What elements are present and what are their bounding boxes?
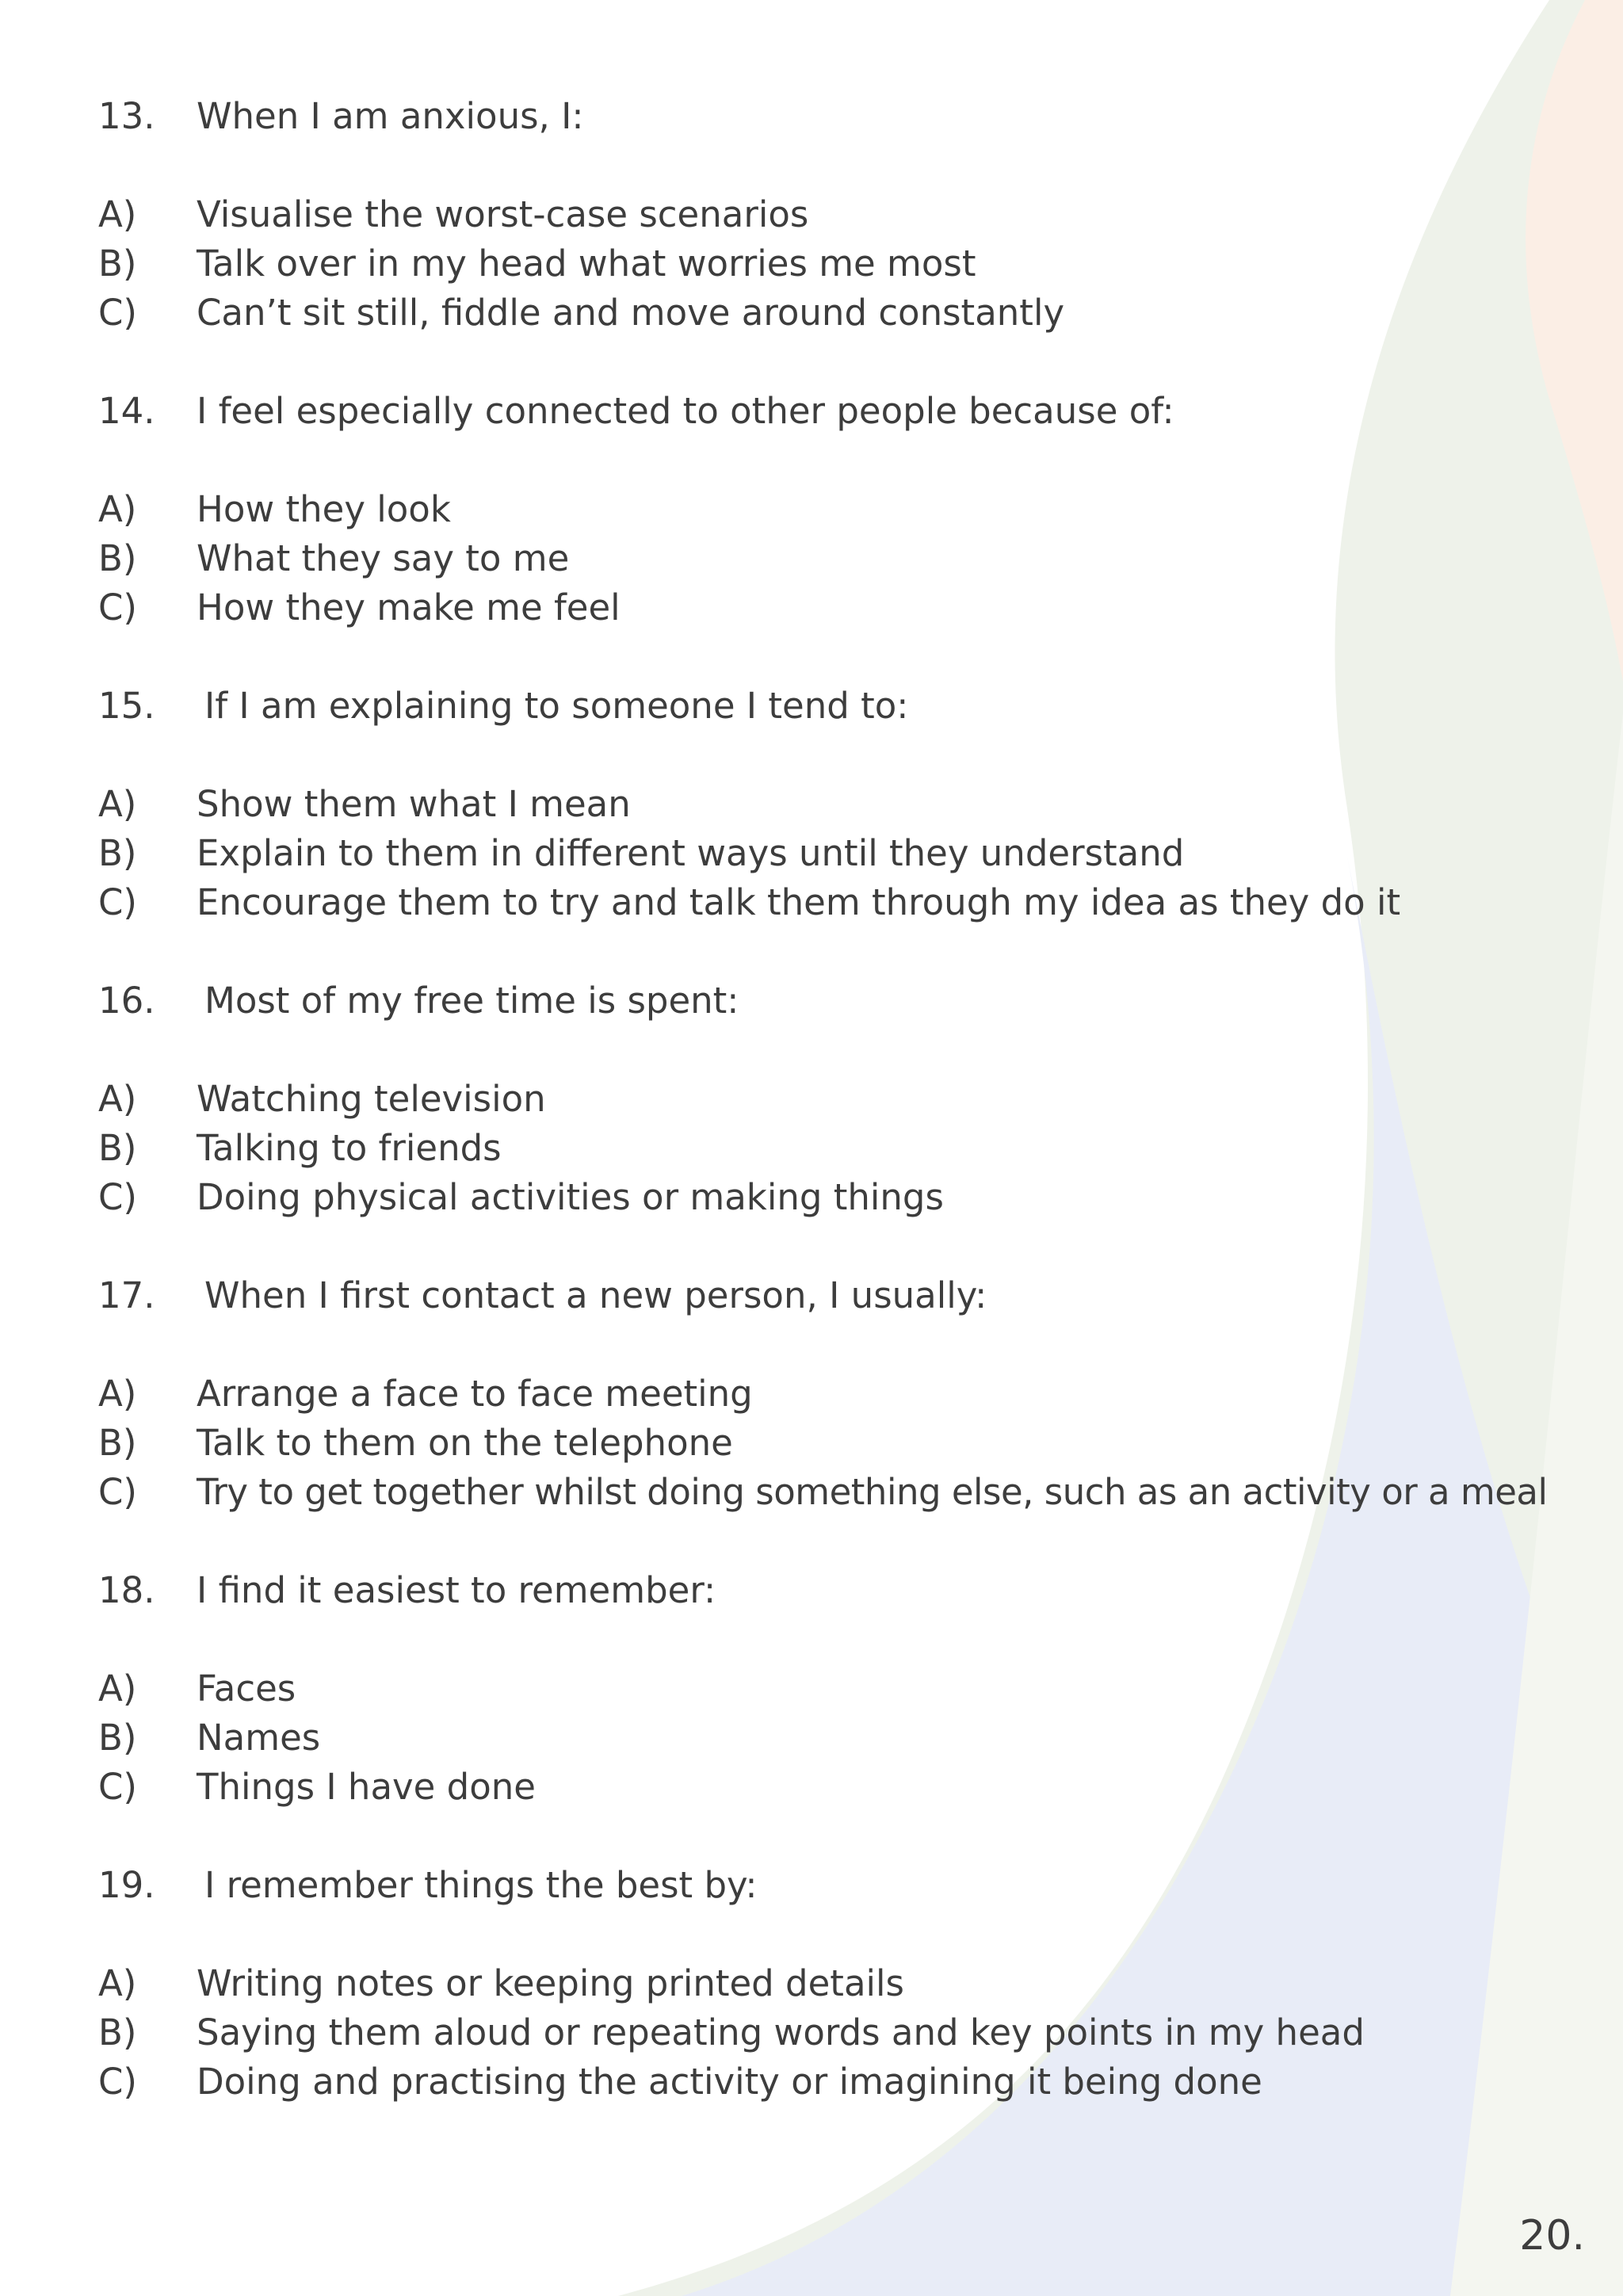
option-c: [0, 1468, 1623, 1517]
option-letter: A): [98, 1373, 137, 1415]
question-text: When I am anxious, I:: [197, 95, 584, 137]
option-a: [0, 190, 1623, 239]
question-16: [0, 976, 1623, 1222]
option-b: [0, 239, 1623, 288]
option-letter: A): [98, 1962, 137, 2004]
question-number: 18.: [98, 1569, 155, 1611]
question-text: I find it easiest to remember:: [197, 1569, 716, 1611]
option-text: Talk to them on the telephone: [197, 1422, 733, 1464]
question-19: [0, 1861, 1623, 2107]
question-number: 17.: [98, 1274, 155, 1316]
question-14: [0, 387, 1623, 632]
option-b: [0, 534, 1623, 583]
question-18: [0, 1566, 1623, 1812]
option-b: [0, 829, 1623, 878]
option-c: [0, 1763, 1623, 1812]
option-letter: C): [98, 1176, 137, 1218]
option-text: Explain to them in different ways until they understand: [197, 832, 1185, 874]
question-text: When I first contact a new person, I usually:: [204, 1274, 987, 1316]
question-text: I feel especially connected to other people because of:: [197, 390, 1174, 432]
question-number: 15.: [98, 685, 155, 727]
option-text: Can’t sit still, fiddle and move around constantly: [197, 292, 1065, 334]
question-number: 14.: [98, 390, 155, 432]
question-number: 13.: [98, 95, 155, 137]
option-c: [0, 878, 1623, 927]
option-text: What they say to me: [197, 537, 570, 579]
option-a: [0, 485, 1623, 534]
option-a: [0, 1075, 1623, 1124]
option-letter: C): [98, 292, 137, 334]
page-number: 20.: [1519, 2212, 1585, 2260]
option-a: [0, 780, 1623, 829]
option-b: [0, 2008, 1623, 2057]
option-letter: C): [98, 881, 137, 923]
question-text: If I am explaining to someone I tend to:: [204, 685, 909, 727]
option-letter: A): [98, 488, 137, 530]
option-text: Watching television: [197, 1078, 546, 1120]
question-13: [0, 92, 1623, 338]
option-text: Things I have done: [197, 1766, 536, 1808]
option-a: [0, 1370, 1623, 1419]
option-text: Show them what I mean: [197, 783, 631, 825]
option-letter: B): [98, 1422, 137, 1464]
option-b: [0, 1713, 1623, 1763]
option-text: Visualise the worst-case scenarios: [197, 193, 809, 235]
option-a: [0, 1664, 1623, 1713]
option-text: Doing and practising the activity or imagining it being done: [197, 2061, 1262, 2103]
option-b: [0, 1419, 1623, 1468]
option-c: [0, 2057, 1623, 2107]
option-letter: B): [98, 1127, 137, 1169]
option-b: [0, 1124, 1623, 1173]
option-text: Faces: [197, 1668, 296, 1710]
option-letter: B): [98, 537, 137, 579]
option-text: Talk over in my head what worries me most: [197, 243, 976, 285]
option-a: [0, 1959, 1623, 2008]
question-number: 19.: [98, 1864, 155, 1906]
option-c: [0, 583, 1623, 632]
option-letter: A): [98, 783, 137, 825]
option-letter: B): [98, 1717, 137, 1759]
option-text: Writing notes or keeping printed details: [197, 1962, 904, 2004]
question-number: 16.: [98, 980, 155, 1022]
option-letter: B): [98, 2011, 137, 2053]
option-text: Saying them aloud or repeating words and key points in my head: [197, 2011, 1365, 2053]
question-15: [0, 682, 1623, 927]
option-letter: A): [98, 193, 137, 235]
option-text: Arrange a face to face meeting: [197, 1373, 753, 1415]
option-letter: C): [98, 2061, 137, 2103]
option-letter: C): [98, 1471, 137, 1513]
question-17: [0, 1271, 1623, 1517]
option-letter: A): [98, 1078, 137, 1120]
option-letter: A): [98, 1668, 137, 1710]
question-text: I remember things the best by:: [204, 1864, 758, 1906]
option-text: Names: [197, 1717, 321, 1759]
option-text: How they look: [197, 488, 451, 530]
option-text: Try to get together whilst doing something else, such as an activity or a meal: [197, 1471, 1548, 1513]
option-letter: C): [98, 586, 137, 628]
option-text: How they make me feel: [197, 586, 621, 628]
option-c: [0, 288, 1623, 338]
question-text: Most of my free time is spent:: [204, 980, 739, 1022]
option-text: Talking to friends: [197, 1127, 502, 1169]
option-letter: B): [98, 832, 137, 874]
option-c: [0, 1173, 1623, 1222]
option-letter: C): [98, 1766, 137, 1808]
option-text: Encourage them to try and talk them through my idea as they do it: [197, 881, 1401, 923]
option-letter: B): [98, 243, 137, 285]
option-text: Doing physical activities or making things: [197, 1176, 944, 1218]
